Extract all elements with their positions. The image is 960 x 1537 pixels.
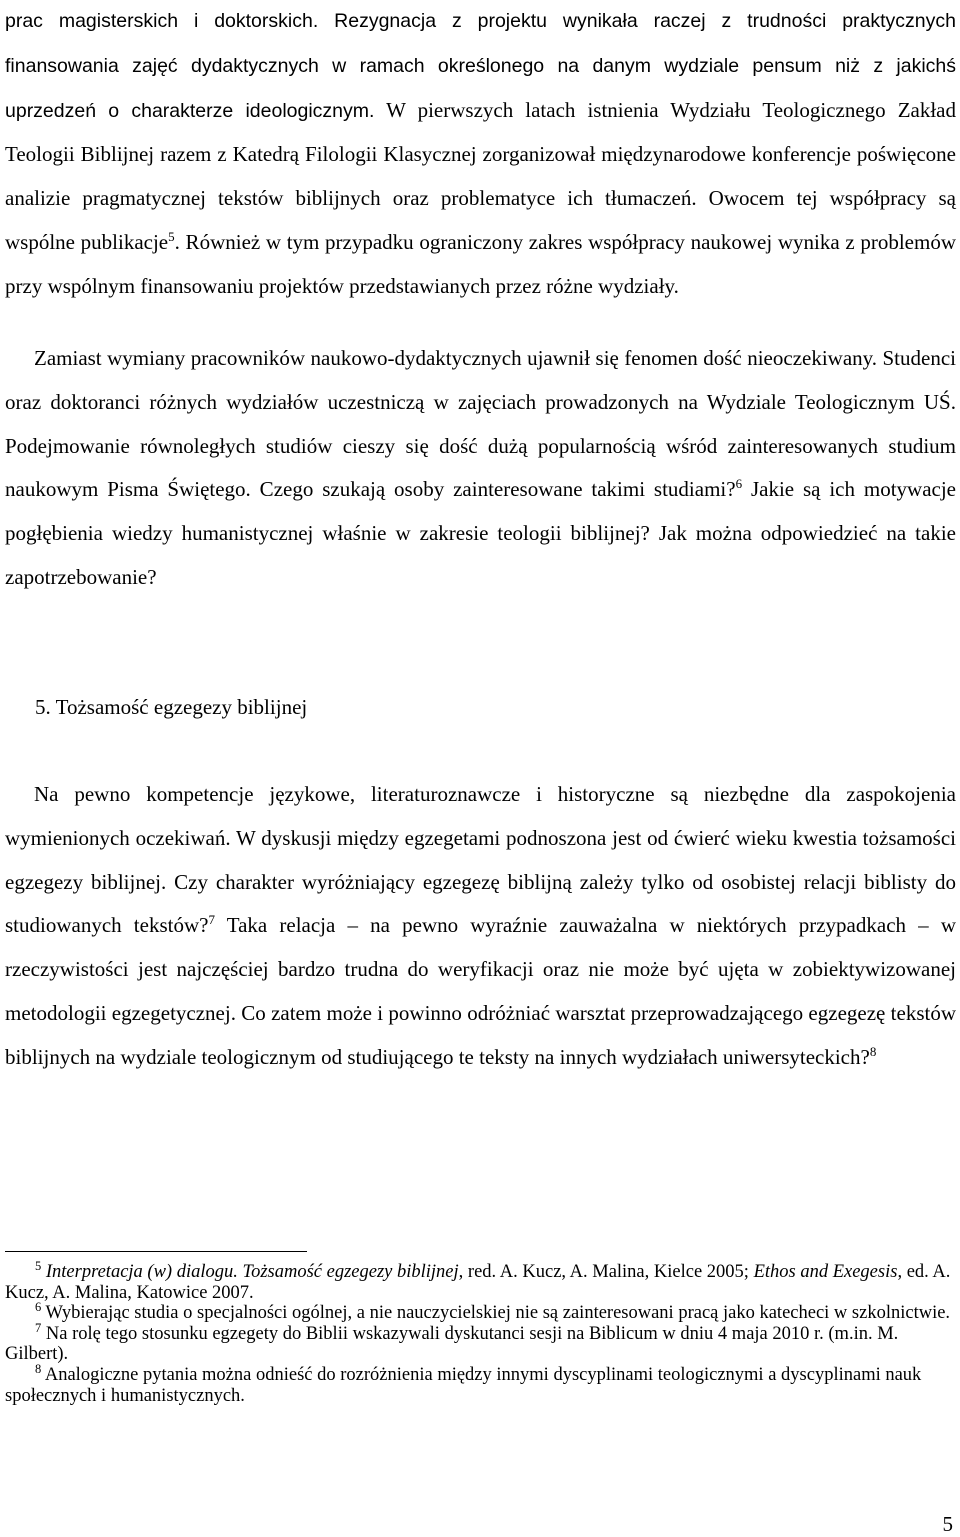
page-number: 5 bbox=[942, 1512, 953, 1536]
footnote-number: 7 bbox=[35, 1320, 42, 1335]
footnote-text: Na rolę tego stosunku egzegety do Biblii wskazywali dyskutanci sesji na Biblicum w dniu 4 maja 2010 r. (m.in. M. Gilbert). bbox=[5, 1323, 899, 1365]
footnote-ref-7[interactable]: 7 bbox=[208, 912, 215, 928]
footnote-ref-5[interactable]: 5 bbox=[168, 228, 175, 244]
paragraph-2-text-cont: Jakie są ich motywacje pogłębienia wiedzy humanistycznej właśnie w zakresie teologii biblijnej? Jak można odpowiedzieć na takie zapotrzebowanie? bbox=[5, 477, 956, 589]
body-paragraph-2 bbox=[5, 337, 956, 600]
footnote-number: 6 bbox=[35, 1300, 42, 1315]
section-heading: 5. Tożsamość egzegezy biblijnej bbox=[35, 695, 308, 719]
body-paragraph-3 bbox=[5, 773, 956, 1080]
footnote-title: Interpretacja (w) dialogu. Tożsamość egzegezy biblijnej bbox=[45, 1262, 459, 1282]
footnote-ref-8[interactable]: 8 bbox=[869, 1043, 877, 1059]
paragraph-2-text: Zamiast wymiany pracowników naukowo-dydaktycznych ujawnił się fenomen dość nieoczekiwany. Studenci oraz doktoranci różnych wydziałów uczestniczą w zajęciach prowadzonych na Wydziale Teologicznym UŚ. Podejmowanie równoległych studiów cieszy się dość dużą popularnością wśród zainteresowanych studium naukowym Pisma Świętego. Czego szukają osoby zainteresowane takimi studiami? bbox=[5, 346, 956, 502]
footnotes bbox=[5, 1259, 956, 1406]
paragraph-1-text: W pierwszych latach istnienia Wydziału Teologicznego Zakład Teologii Biblijnej razem z Katedrą Filologii Klasycznej zorganizował międzynarodowe konferencje poświęcone analizie pragmatycznej tekstów biblijnych oraz problematyce ich tłumaczeń. Owocem tej współpracy są wspólne publikacje bbox=[5, 97, 957, 254]
footnote-text: , red. A. Kucz, A. Malina, Kielce 2005; bbox=[458, 1262, 754, 1282]
body-paragraph-1 bbox=[5, 0, 956, 309]
paragraph-1-sans-text: prac magisterskich i doktorskich. Rezygnacja z projektu wynikała raczej z trudności praktycznych finansowania zajęć dydaktycznych w ramach określonego na danym wydziale pensum niż z jakichś uprzedzeń o charakterze ideologicznym. bbox=[5, 10, 956, 122]
footnote-number: 5 bbox=[35, 1259, 42, 1273]
footnote-title: Ethos and Exegesis bbox=[753, 1262, 898, 1282]
footnote-6 bbox=[5, 1300, 956, 1324]
footnote-text: Wybierając studia o specjalności ogólnej, a nie nauczycielskiej nie są zainteresowani pracą jako katecheci w szkolnictwie. bbox=[45, 1303, 951, 1324]
paragraph-3-text-cont: Taka relacja – na pewno wyraźnie zauważalna w niektórych przypadkach – w rzeczywistości jest najczęściej bardzo trudna do weryfikacji oraz nie może być ujęta w zobiektywizowanej metodologii egzegetycznej. Co zatem może i powinno odróżniać warsztat przeprowadzającego egzegezę tekstów biblijnych na wydziale teologicznym od studiującego te teksty na innych wydziałach uniwersyteckich? bbox=[5, 913, 956, 1069]
footnote-8 bbox=[5, 1361, 956, 1406]
footnote-ref-6[interactable]: 6 bbox=[735, 476, 743, 492]
paragraph-3-text: Na pewno kompetencje językowe, literaturoznawcze i historyczne są niezbędne dla zaspokojenia wymienionych oczekiwań. W dyskusji między egzegetami podnoszona jest od ćwierć wieku kwestia tożsamości egzegezy biblijnej. Czy charakter wyróżniający egzegezę biblijną zależy tylko od osobistej relacji biblisty do studiowanych tekstów? bbox=[5, 782, 956, 938]
footnote-5 bbox=[5, 1259, 956, 1303]
footnote-separator bbox=[5, 1251, 307, 1252]
footnote-7 bbox=[5, 1320, 956, 1365]
footnote-number: 8 bbox=[35, 1361, 42, 1376]
paragraph-1-text-cont: . Również w tym przypadku ograniczony zakres współpracy naukowej wynika z problemów przy wspólnym finansowaniu projektów przedstawianych przez różne wydziały. bbox=[5, 229, 956, 298]
footnote-text: , ed. A. Kucz, A. Malina, Katowice 2007. bbox=[5, 1262, 951, 1303]
footnote-text: Analogiczne pytania można odnieść do rozróżnienia między innymi dyscyplinami teologicznymi a dyscyplinami nauk społecznych i humanistycznych. bbox=[5, 1364, 922, 1406]
